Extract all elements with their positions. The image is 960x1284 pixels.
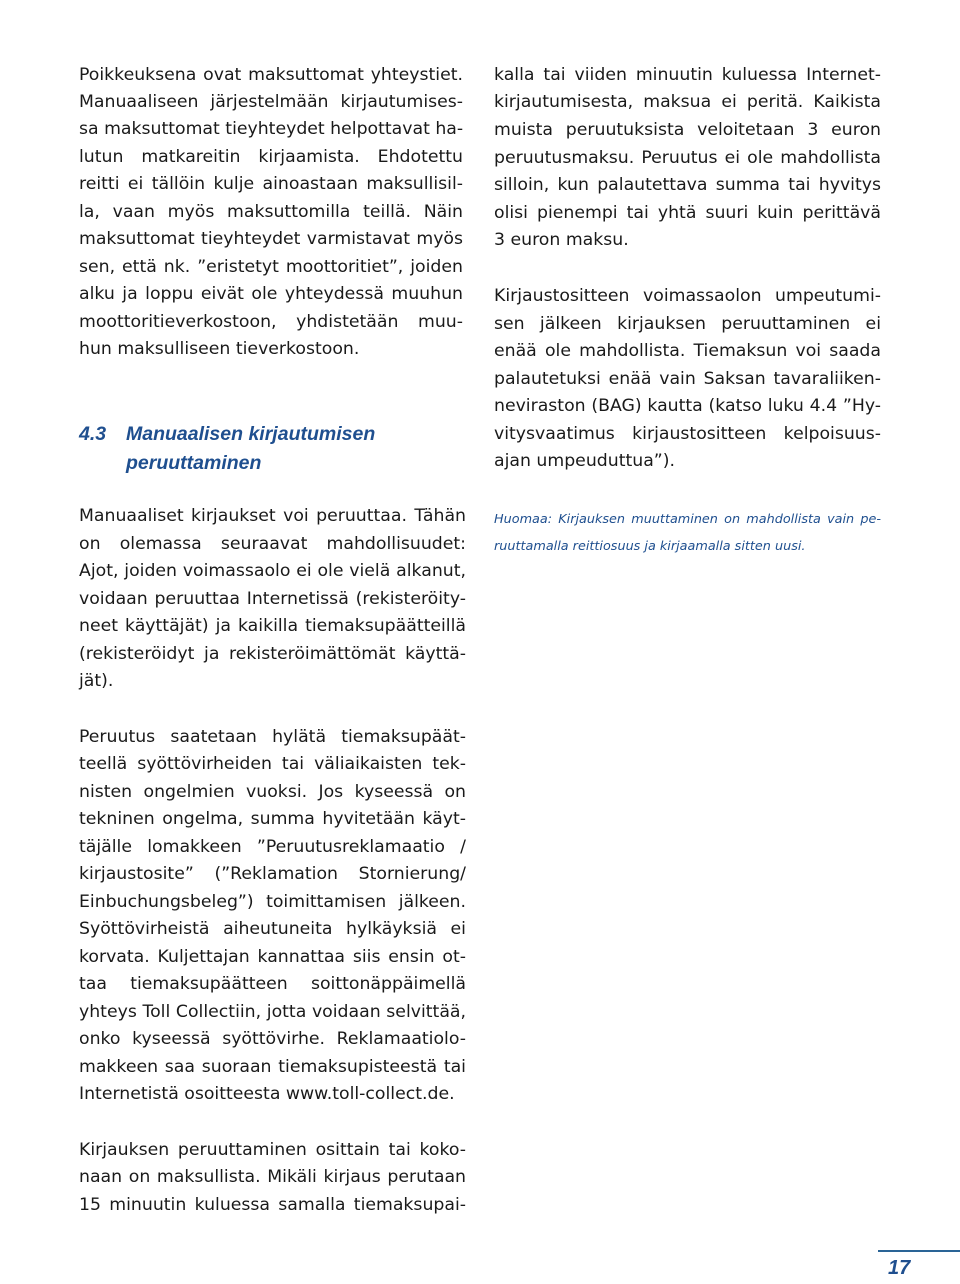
text-line: ajan umpeuduttua”). bbox=[494, 451, 675, 471]
text-line: naan on maksullista. Mikäli kirjaus perutaan bbox=[79, 1167, 466, 1187]
text-line: peruutusmaksu. Peruutus ei ole mahdollista bbox=[494, 148, 881, 168]
text-line: Kirjaustositteen voimassaolon umpeutumi- bbox=[494, 286, 881, 306]
text-line: voidaan peruuttaa Internetissä (rekisteröity- bbox=[79, 589, 466, 609]
footer-rule bbox=[878, 1250, 960, 1252]
text-line: jät). bbox=[79, 671, 114, 691]
text-line: täjälle lomakkeen ”Peruutusreklamaatio / bbox=[79, 837, 466, 857]
text-line: Peruutus saatetaan hylätä tiemaksupäät- bbox=[79, 727, 466, 747]
text-line: maksuttomat tieyhteydet varmistavat myös bbox=[79, 229, 463, 249]
text-line: sa maksuttomat tieyhteydet helpottavat ha- bbox=[79, 119, 464, 139]
text-line: Internetistä osoitteesta www.toll-collect.de. bbox=[79, 1084, 455, 1104]
text-line: kirjautumisesta, maksua ei peritä. Kaikista bbox=[494, 92, 881, 112]
text-line: sen, että nk. ”eristetyt moottoritiet”, joiden bbox=[79, 257, 463, 277]
text-line: tekninen ongelma, summa hyvitetään käyt- bbox=[79, 809, 466, 829]
section-title-line-1: Manuaalisen kirjautumisen bbox=[126, 423, 376, 445]
text-line: enää ole mahdollista. Tiemaksun voi saada bbox=[494, 341, 881, 361]
text-line: taa tiemaksupäätteen soittonäppäimellä bbox=[79, 974, 466, 994]
text-line: neet käyttäjät) ja kaikilla tiemaksupäätteillä bbox=[79, 616, 466, 636]
text-line: sen jälkeen kirjauksen peruuttaminen ei bbox=[494, 314, 881, 334]
text-line: kalla tai viiden minuutin kuluessa Internet- bbox=[494, 65, 881, 85]
text-line: Syöttövirheistä aiheutuneita hylkäyksiä ei bbox=[79, 919, 466, 939]
text-line: (rekisteröidyt ja rekisteröimättömät käyttä- bbox=[79, 644, 466, 664]
page-number: 17 bbox=[888, 1257, 911, 1279]
text-line: la, vaan myös maksuttomilla teillä. Näin bbox=[79, 202, 463, 222]
section-number: 4.3 bbox=[79, 423, 107, 445]
note-line: Huomaa: Kirjauksen muuttaminen on mahdollista vain pe- bbox=[494, 512, 881, 527]
text-line: neviraston (BAG) kautta (katso luku 4.4 ”Hy- bbox=[494, 396, 881, 416]
text-line: 3 euron maksu. bbox=[494, 230, 629, 250]
text-line: Einbuchungsbeleg”) toimittamisen jälkeen. bbox=[79, 892, 466, 912]
text-line: on olemassa seuraavat mahdollisuudet: bbox=[79, 534, 466, 554]
text-line: Poikkeuksena ovat maksuttomat yhteystiet. bbox=[79, 65, 463, 85]
text-line: palautetuksi enää vain Saksan tavaraliiken- bbox=[494, 369, 881, 389]
text-line: Manuaaliset kirjaukset voi peruuttaa. Tähän bbox=[79, 506, 466, 526]
text-line: hun maksulliseen tieverkostoon. bbox=[79, 339, 360, 359]
text-line: moottoritieverkostoon, yhdistetään muu- bbox=[79, 312, 463, 332]
text-line: alku ja loppu eivät ole yhteydessä muuhun bbox=[79, 284, 463, 304]
text-line: kirjaustosite” (”Reklamation Stornierung/ bbox=[79, 864, 466, 884]
text-line: makkeen saa suoraan tiemaksupisteestä tai bbox=[79, 1057, 466, 1077]
text-line: nisten ongelmien vuoksi. Jos kyseessä on bbox=[79, 782, 466, 802]
section-title-line-2: peruuttaminen bbox=[126, 452, 262, 474]
text-line: Manuaaliseen järjestelmään kirjautumises- bbox=[79, 92, 463, 112]
text-line: yhteys Toll Collectiin, jotta voidaan selvittää, bbox=[79, 1002, 466, 1022]
text-line: muista peruutuksista veloitetaan 3 euron bbox=[494, 120, 881, 140]
text-line: Ajot, joiden voimassaolo ei ole vielä alkanut, bbox=[79, 561, 466, 581]
text-line: silloin, kun palautettava summa tai hyvitys bbox=[494, 175, 881, 195]
text-line: vitysvaatimus kirjaustositteen kelpoisuus- bbox=[494, 424, 881, 444]
note-line: ruuttamalla reittiosuus ja kirjaamalla sitten uusi. bbox=[494, 539, 806, 554]
text-line: olisi pienempi tai yhtä suuri kuin perittävä bbox=[494, 203, 881, 223]
text-line: 15 minuutin kuluessa samalla tiemaksupai- bbox=[79, 1195, 466, 1215]
text-line: teellä syöttövirheiden tai väliaikaisten tek- bbox=[79, 754, 466, 774]
text-line: onko kyseessä syöttövirhe. Reklamaatiolo- bbox=[79, 1029, 466, 1049]
text-line: reitti ei tällöin kulje ainoastaan maksullisil- bbox=[79, 174, 463, 194]
text-line: lutun matkareitin kirjaamista. Ehdotettu bbox=[79, 147, 463, 167]
text-line: korvata. Kuljettajan kannattaa siis ensin ot- bbox=[79, 947, 466, 967]
text-line: Kirjauksen peruuttaminen osittain tai koko- bbox=[79, 1140, 466, 1160]
